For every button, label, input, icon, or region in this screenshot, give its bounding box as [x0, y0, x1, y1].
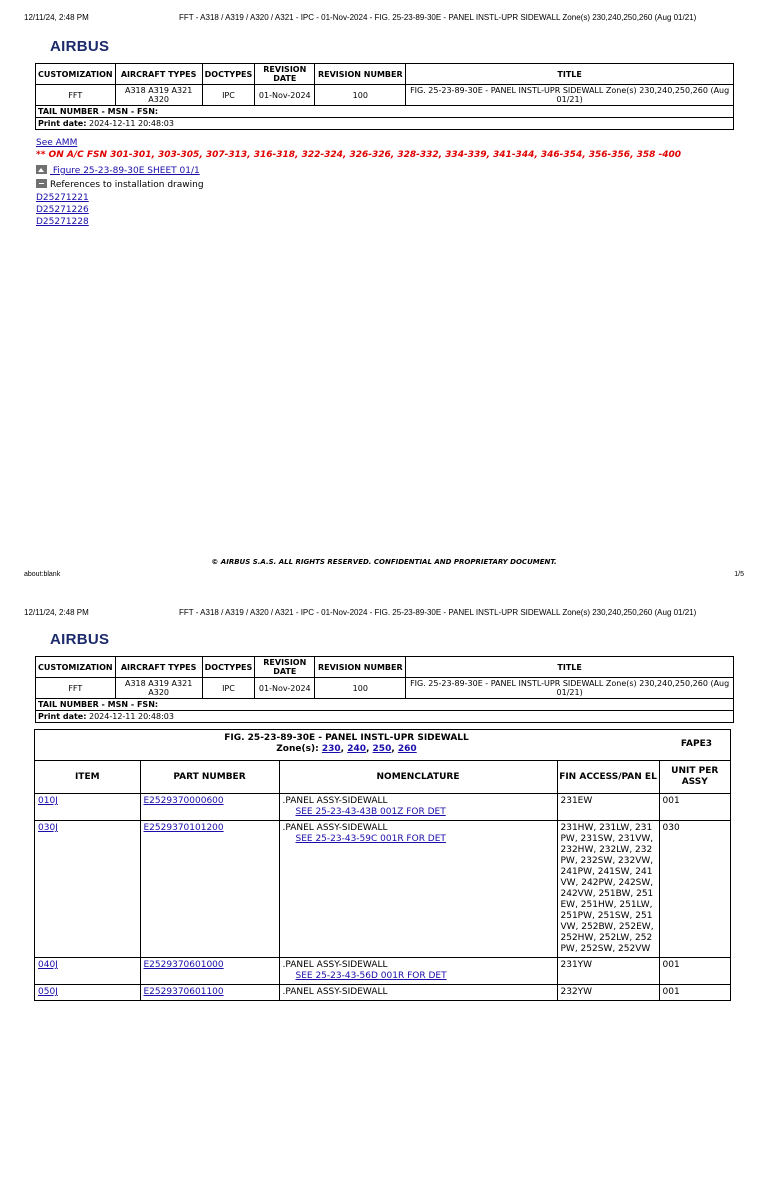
zone-link-260[interactable]: 260 [397, 744, 417, 754]
print-date-value: 2024-12-11 20:48:03 [88, 119, 174, 128]
nomenclature: .PANEL ASSY-SIDEWALL [282, 960, 388, 970]
fin-access: 231YW [557, 958, 659, 985]
table-row [35, 958, 730, 985]
part-number-link[interactable]: E2529370101200 [143, 823, 224, 833]
print-timestamp: 12/11/24, 2:48 PM [24, 608, 89, 617]
col-header-fin-access: FIN ACCESS/PAN EL [557, 761, 659, 794]
figure-header [35, 730, 730, 761]
customization-value: FFT [36, 678, 116, 699]
unit-per-assy: 001 [659, 985, 730, 1001]
col-header-nomenclature: NOMENCLATURE [279, 761, 557, 794]
col-header-part-number: PART NUMBER [140, 761, 279, 794]
print-doc-title: FFT - A318 / A319 / A320 / A321 - IPC - 01-Nov-2024 - FIG. 25-23-89-30E - PANEL INSTL-UPR SIDEWALL Zone(s) 230,240,250,260 (Aug 01/21) [179, 13, 697, 22]
copyright-footer: © AIRBUS S.A.S. ALL RIGHTS RESERVED. CONFIDENTIAL AND PROPRIETARY DOCUMENT. [211, 558, 557, 566]
table-row [35, 794, 730, 821]
airbus-logo: AIRBUS [50, 38, 110, 55]
customization-value: FFT [36, 85, 116, 106]
image-icon [36, 165, 47, 174]
col-header-doctypes: DOCTYPES [202, 657, 255, 678]
col-header-aircraft-types: AIRCRAFT TYPES [115, 657, 202, 678]
title-value: FIG. 25-23-89-30E - PANEL INSTL-UPR SIDEWALL Zone(s) 230,240,250,260 (Aug 01/21) [406, 85, 734, 106]
item-link[interactable]: 030J [38, 823, 58, 833]
item-link[interactable]: 040J [38, 960, 58, 970]
figure-code: FAPE3 [680, 739, 712, 749]
print-date-value: 2024-12-11 20:48:03 [88, 712, 174, 721]
nomenclature: .PANEL ASSY-SIDEWALL [282, 823, 388, 833]
effectivity-note: ** ON A/C FSN 301-301, 303-305, 307-313, 316-318, 322-324, 326-326, 328-332, 334-339, 341-344, 346-354, 356-356, 358 -400 [36, 150, 682, 160]
part-number-link[interactable]: E2529370000600 [143, 796, 224, 806]
nomenclature: .PANEL ASSY-SIDEWALL [282, 796, 388, 806]
nomenclature: .PANEL ASSY-SIDEWALL [282, 987, 388, 997]
document-content [36, 137, 736, 228]
page-url: about:blank [24, 571, 61, 578]
col-header-revision-number: REVISION NUMBER [315, 657, 406, 678]
col-header-unit-per-assy: UNIT PER ASSY [659, 761, 730, 794]
print-date-row [36, 711, 734, 723]
tail-number-label: TAIL NUMBER - MSN - FSN: [36, 699, 734, 711]
col-header-customization: CUSTOMIZATION [36, 657, 116, 678]
airbus-logo: AIRBUS [50, 631, 110, 648]
revision-number-value: 100 [315, 85, 406, 106]
metadata-table [35, 63, 734, 130]
figure-zones: Zone(s): 230, 240, 250, 260 [276, 744, 417, 754]
see-detail-link[interactable]: SEE 25-23-43-56D 001R FOR DET [295, 971, 447, 981]
print-date-label: Print date: [38, 712, 87, 721]
col-header-aircraft-types: AIRCRAFT TYPES [115, 64, 202, 85]
figure-title: FIG. 25-23-89-30E - PANEL INSTL-UPR SIDEWALL [224, 733, 469, 743]
doctype-value: IPC [202, 678, 255, 699]
item-link[interactable]: 010J [38, 796, 58, 806]
col-header-title: TITLE [406, 64, 734, 85]
print-date-label: Print date: [38, 119, 87, 128]
col-header-revision-date: REVISION DATE [255, 657, 315, 678]
print-date-row [36, 118, 734, 130]
col-header-doctypes: DOCTYPES [202, 64, 255, 85]
col-header-customization: CUSTOMIZATION [36, 64, 116, 85]
print-doc-title: FFT - A318 / A319 / A320 / A321 - IPC - 01-Nov-2024 - FIG. 25-23-89-30E - PANEL INSTL-UPR SIDEWALL Zone(s) 230,240,250,260 (Aug 01/21) [179, 608, 697, 617]
zone-link-250[interactable]: 250 [372, 744, 392, 754]
col-header-revision-date: REVISION DATE [255, 64, 315, 85]
part-number-link[interactable]: E2529370601100 [143, 987, 224, 997]
parts-figure [34, 729, 731, 1001]
page-number: 1/5 [734, 571, 744, 578]
zone-link-240[interactable]: 240 [347, 744, 366, 754]
unit-per-assy: 001 [659, 958, 730, 985]
aircraft-types-value: A318 A319 A321 A320 [115, 678, 202, 699]
part-number-link[interactable]: E2529370601000 [143, 960, 224, 970]
revision-date-value: 01-Nov-2024 [255, 678, 315, 699]
zones-label: Zone(s): [276, 744, 319, 754]
zone-link-230[interactable]: 230 [321, 744, 341, 754]
item-link[interactable]: 050J [38, 987, 58, 997]
print-timestamp: 12/11/24, 2:48 PM [24, 13, 89, 22]
figure-sheet-link[interactable]: Figure 25-23-89-30E SHEET 01/1 [50, 166, 200, 176]
drawing-link-d25271226[interactable]: D25271226 [36, 205, 89, 215]
collapse-icon[interactable] [36, 179, 47, 188]
unit-per-assy: 001 [659, 794, 730, 821]
tail-number-label: TAIL NUMBER - MSN - FSN: [36, 106, 734, 118]
revision-number-value: 100 [315, 678, 406, 699]
see-amm-link[interactable]: See AMM [36, 138, 78, 148]
parts-table [35, 761, 730, 1001]
unit-per-assy: 030 [659, 821, 730, 958]
drawing-link-d25271228[interactable]: D25271228 [36, 217, 89, 227]
fin-access: 231HW, 231LW, 231PW, 231SW, 231VW, 232HW, 232LW, 232PW, 232SW, 232VW, 241PW, 241SW, 241VW, 242PW, 242SW, 242VW, 251BW, 251EW, 251HW, 251LW, 251PW, 251SW, 251VW, 252BW, 252EW, 252HW, 252LW, 252PW, 252SW, 252VW [557, 821, 659, 958]
revision-date-value: 01-Nov-2024 [255, 85, 315, 106]
table-row [35, 985, 730, 1001]
table-row [35, 821, 730, 958]
title-value: FIG. 25-23-89-30E - PANEL INSTL-UPR SIDEWALL Zone(s) 230,240,250,260 (Aug 01/21) [406, 678, 734, 699]
see-detail-link[interactable]: SEE 25-23-43-59C 001R FOR DET [295, 834, 446, 844]
doctype-value: IPC [202, 85, 255, 106]
col-header-title: TITLE [406, 657, 734, 678]
aircraft-types-value: A318 A319 A321 A320 [115, 85, 202, 106]
pdf-page-2 [0, 592, 768, 1184]
col-header-revision-number: REVISION NUMBER [315, 64, 406, 85]
col-header-item: ITEM [35, 761, 140, 794]
see-detail-link[interactable]: SEE 25-23-43-43B 001Z FOR DET [295, 807, 446, 817]
fin-access: 231EW [557, 794, 659, 821]
metadata-table [35, 656, 734, 723]
fin-access: 232YW [557, 985, 659, 1001]
references-label: References to installation drawing [50, 180, 204, 190]
drawing-link-d25271221[interactable]: D25271221 [36, 193, 89, 203]
